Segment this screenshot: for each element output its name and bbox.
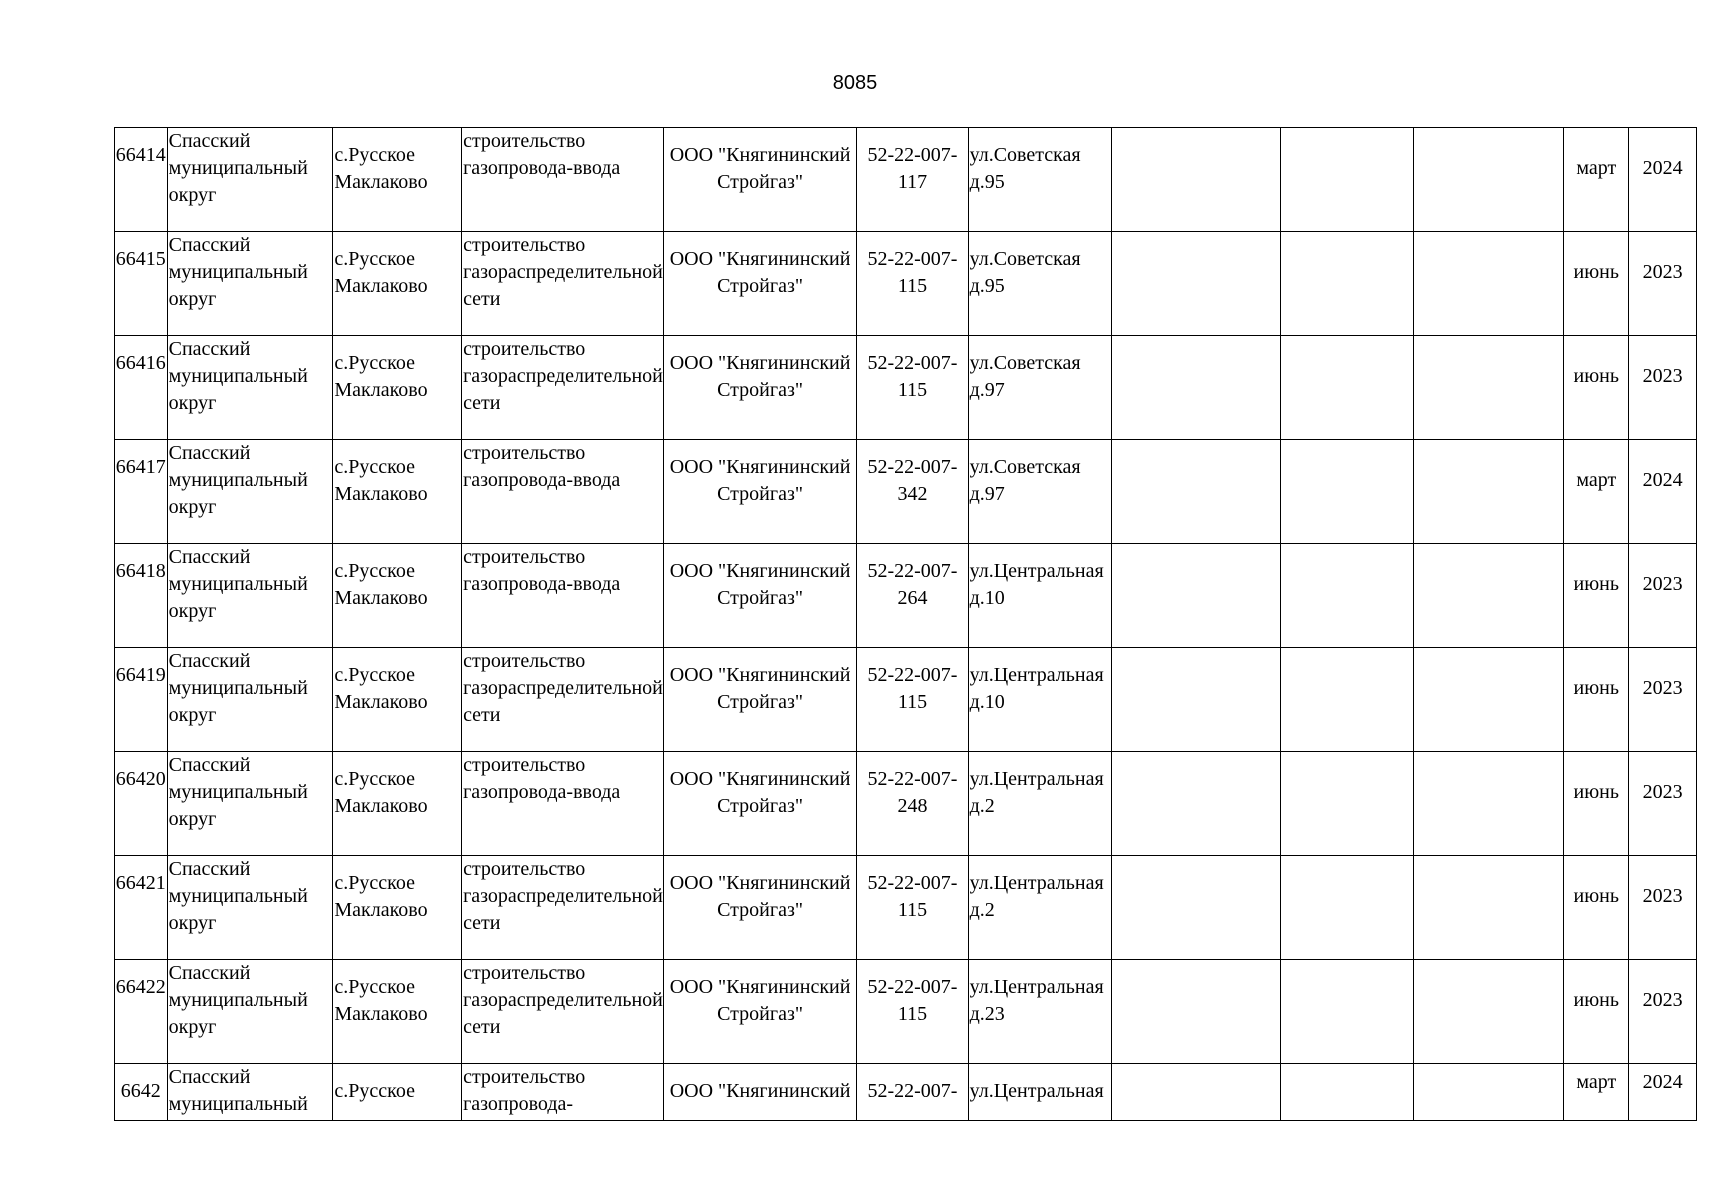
district-cell <box>167 1064 333 1121</box>
work-type-cell <box>462 544 664 648</box>
record-number-text: 66421 <box>115 872 166 894</box>
month-cell-text: июнь <box>1573 781 1619 803</box>
object-code-cell <box>857 752 968 856</box>
address-cell <box>968 128 1111 232</box>
table-row <box>115 232 1697 336</box>
district-cell <box>167 960 333 1064</box>
contractor-cell-text: ООО "Княгининский Стройгаз" <box>669 352 856 401</box>
address-cell-text: ул.Центральная д.10 <box>969 560 1109 609</box>
year-cell <box>1629 544 1697 648</box>
settlement-cell <box>333 752 462 856</box>
address-cell <box>968 232 1111 336</box>
address-cell <box>968 752 1111 856</box>
settlement-cell-text: с.Русское Маклаково <box>334 768 428 817</box>
empty-cell <box>1413 440 1564 544</box>
empty-cell <box>1413 544 1564 648</box>
empty-cell <box>1111 1064 1280 1121</box>
empty-cell <box>1280 648 1413 752</box>
empty-cell <box>1111 128 1280 232</box>
address-cell <box>968 1064 1111 1121</box>
district-cell-text: Спасский муниципальный округ <box>168 962 313 1038</box>
object-code-cell-text: 52-22-007-248 <box>867 768 958 817</box>
work-type-cell-text: строительство газораспределительной сети <box>463 338 668 414</box>
address-cell-text: ул.Центральная д.10 <box>969 664 1109 713</box>
address-cell-text: ул.Центральная <box>969 1080 1104 1102</box>
work-type-cell <box>462 128 664 232</box>
work-type-cell <box>462 960 668 1064</box>
empty-cell <box>1280 336 1413 440</box>
record-number-text: 66420 <box>115 768 166 790</box>
empty-cell <box>1413 856 1564 960</box>
empty-cell <box>1111 648 1280 752</box>
work-type-cell <box>462 752 664 856</box>
empty-cell <box>1280 544 1413 648</box>
empty-cell <box>1111 752 1280 856</box>
contractor-cell-text: ООО "Княгининский <box>669 1080 851 1102</box>
empty-cell <box>1413 1064 1564 1121</box>
settlement-cell-text: с.Русское Маклаково <box>334 664 428 713</box>
year-cell-text: 2023 <box>1642 365 1683 387</box>
object-code-cell-text: 52-22-007-342 <box>867 456 958 505</box>
record-number <box>115 128 168 232</box>
settlement-cell <box>333 856 462 960</box>
table-body <box>115 128 1697 1121</box>
district-cell <box>167 648 333 752</box>
work-type-cell <box>462 648 668 752</box>
record-number-text: 66414 <box>115 144 166 166</box>
settlement-cell-text: с.Русское Маклаково <box>334 352 428 401</box>
empty-cell <box>1413 752 1564 856</box>
object-code-cell-text: 52-22-007- <box>867 1080 958 1102</box>
settlement-cell <box>333 232 462 336</box>
empty-cell <box>1280 128 1413 232</box>
year-cell-text: 2023 <box>1642 677 1683 699</box>
address-cell-text: ул.Центральная д.2 <box>969 768 1109 817</box>
settlement-cell <box>333 440 462 544</box>
table-row <box>115 752 1697 856</box>
contractor-cell-text: ООО "Княгининский Стройгаз" <box>669 976 856 1025</box>
work-type-cell-text: строительство газораспределительной сети <box>463 234 668 310</box>
object-code-cell-text: 52-22-007-264 <box>867 560 958 609</box>
address-cell <box>968 440 1111 544</box>
table-row <box>115 1064 1697 1121</box>
contractor-cell-text: ООО "Княгининский Стройгаз" <box>669 664 856 713</box>
table-row <box>115 856 1697 960</box>
work-type-cell <box>462 336 668 440</box>
empty-cell <box>1280 752 1413 856</box>
work-type-cell-text: строительство газопровода-ввода <box>463 442 621 491</box>
record-number-text: 66419 <box>115 664 166 686</box>
year-cell <box>1629 648 1697 752</box>
record-number-text: 66422 <box>115 976 166 998</box>
contractor-cell <box>663 752 856 856</box>
table-row <box>115 336 1697 440</box>
year-cell-text: 2023 <box>1642 989 1683 1011</box>
empty-cell <box>1280 232 1413 336</box>
year-cell-text: 2024 <box>1642 1071 1683 1093</box>
record-number-text: 6642 <box>120 1080 161 1102</box>
record-number <box>115 1064 168 1121</box>
district-cell <box>167 752 333 856</box>
month-cell <box>1564 752 1629 856</box>
address-cell-text: ул.Советская д.95 <box>969 248 1086 297</box>
record-number <box>115 336 168 440</box>
district-cell-text: Спасский муниципальный округ <box>168 858 313 934</box>
district-cell <box>167 128 333 232</box>
settlement-cell <box>333 648 462 752</box>
address-cell-text: ул.Советская д.97 <box>969 456 1086 505</box>
work-type-cell <box>462 856 668 960</box>
record-number-text: 66418 <box>115 560 166 582</box>
record-number <box>115 856 168 960</box>
empty-cell <box>1111 960 1280 1064</box>
month-cell-text: март <box>1576 157 1617 179</box>
contractor-cell-text: ООО "Княгининский Стройгаз" <box>669 872 856 921</box>
table-row <box>115 648 1697 752</box>
work-type-cell <box>462 440 664 544</box>
month-cell-text: июнь <box>1573 885 1619 907</box>
work-type-cell-text: строительство газопровода- <box>463 1066 591 1115</box>
contractor-cell-text: ООО "Княгининский Стройгаз" <box>669 144 856 193</box>
address-cell <box>968 336 1111 440</box>
empty-cell <box>1280 1064 1413 1121</box>
year-cell <box>1629 856 1697 960</box>
contractor-cell <box>663 440 856 544</box>
empty-cell <box>1413 128 1564 232</box>
district-cell-text: Спасский муниципальный округ <box>168 130 313 206</box>
empty-cell <box>1413 648 1564 752</box>
year-cell <box>1629 128 1697 232</box>
month-cell <box>1564 960 1629 1064</box>
record-number-text: 66417 <box>115 456 166 478</box>
address-cell <box>968 648 1111 752</box>
year-cell <box>1629 960 1697 1064</box>
district-cell <box>167 336 333 440</box>
month-cell <box>1564 232 1629 336</box>
year-cell <box>1629 232 1697 336</box>
contractor-cell <box>663 856 856 960</box>
object-code-cell <box>857 856 968 960</box>
district-cell-text: Спасский муниципальный округ <box>168 650 313 726</box>
table-row <box>115 544 1697 648</box>
year-cell-text: 2023 <box>1642 261 1683 283</box>
month-cell-text: июнь <box>1573 365 1619 387</box>
object-code-cell <box>857 1064 968 1121</box>
year-cell-text: 2023 <box>1642 573 1683 595</box>
district-cell-text: Спасский муниципальный округ <box>168 338 313 414</box>
empty-cell <box>1111 232 1280 336</box>
contractor-cell <box>663 1064 856 1121</box>
district-cell <box>167 232 333 336</box>
object-code-cell-text: 52-22-007-117 <box>867 144 958 193</box>
empty-cell <box>1111 856 1280 960</box>
contractor-cell-text: ООО "Княгининский Стройгаз" <box>669 768 856 817</box>
month-cell <box>1564 856 1629 960</box>
contractor-cell <box>663 336 856 440</box>
contractor-cell-text: ООО "Княгининский Стройгаз" <box>669 560 856 609</box>
table-row <box>115 440 1697 544</box>
object-code-cell-text: 52-22-007-115 <box>867 352 958 401</box>
contractor-cell <box>663 960 856 1064</box>
address-cell <box>968 856 1111 960</box>
year-cell <box>1629 1064 1697 1121</box>
object-code-cell <box>857 232 968 336</box>
address-cell <box>968 544 1111 648</box>
empty-cell <box>1280 856 1413 960</box>
work-type-cell-text: строительство газопровода-ввода <box>463 754 621 803</box>
settlement-cell <box>333 1064 462 1121</box>
district-cell-text: Спасский муниципальный <box>168 1066 308 1115</box>
district-cell-text: Спасский муниципальный округ <box>168 234 313 310</box>
table-row <box>115 128 1697 232</box>
address-cell <box>968 960 1111 1064</box>
address-cell-text: ул.Советская д.95 <box>969 144 1086 193</box>
object-code-cell <box>857 440 968 544</box>
settlement-cell <box>333 128 462 232</box>
object-code-cell-text: 52-22-007-115 <box>867 976 958 1025</box>
object-code-cell <box>857 128 968 232</box>
contractor-cell <box>663 648 856 752</box>
work-type-cell-text: строительство газораспределительной сети <box>463 650 668 726</box>
year-cell <box>1629 336 1697 440</box>
settlement-cell-text: с.Русское Маклаково <box>334 144 428 193</box>
month-cell <box>1564 336 1629 440</box>
month-cell-text: июнь <box>1573 573 1619 595</box>
work-type-cell <box>462 1064 664 1121</box>
contractor-cell <box>663 128 856 232</box>
record-number <box>115 752 168 856</box>
district-cell <box>167 440 333 544</box>
object-code-cell <box>857 544 968 648</box>
address-cell-text: ул.Центральная д.2 <box>969 872 1109 921</box>
empty-cell <box>1111 336 1280 440</box>
empty-cell <box>1280 440 1413 544</box>
contractor-cell <box>663 544 856 648</box>
year-cell-text: 2024 <box>1642 469 1683 491</box>
object-code-cell <box>857 336 968 440</box>
address-cell-text: ул.Советская д.97 <box>969 352 1086 401</box>
empty-cell <box>1111 440 1280 544</box>
month-cell <box>1564 440 1629 544</box>
address-cell-text: ул.Центральная д.23 <box>969 976 1109 1025</box>
page-number: 8085 <box>832 72 878 94</box>
month-cell <box>1564 1064 1629 1121</box>
empty-cell <box>1413 960 1564 1064</box>
object-code-cell-text: 52-22-007-115 <box>867 248 958 297</box>
registry-table <box>114 127 1697 1121</box>
settlement-cell-text: с.Русское Маклаково <box>334 872 428 921</box>
settlement-cell-text: с.Русское Маклаково <box>334 248 428 297</box>
record-number-text: 66416 <box>115 352 166 374</box>
record-number <box>115 648 168 752</box>
month-cell <box>1564 544 1629 648</box>
settlement-cell-text: с.Русское <box>334 1080 415 1102</box>
year-cell-text: 2024 <box>1642 157 1683 179</box>
month-cell-text: март <box>1576 1071 1617 1093</box>
object-code-cell-text: 52-22-007-115 <box>867 872 958 921</box>
month-cell <box>1564 648 1629 752</box>
empty-cell <box>1111 544 1280 648</box>
table-row <box>115 960 1697 1064</box>
year-cell <box>1629 752 1697 856</box>
object-code-cell-text: 52-22-007-115 <box>867 664 958 713</box>
settlement-cell <box>333 544 462 648</box>
year-cell <box>1629 440 1697 544</box>
contractor-cell-text: ООО "Княгининский Стройгаз" <box>669 248 856 297</box>
settlement-cell <box>333 336 462 440</box>
settlement-cell <box>333 960 462 1064</box>
record-number <box>115 960 168 1064</box>
object-code-cell <box>857 960 968 1064</box>
district-cell-text: Спасский муниципальный округ <box>168 442 313 518</box>
record-number-text: 66415 <box>115 248 166 270</box>
record-number <box>115 544 168 648</box>
object-code-cell <box>857 648 968 752</box>
district-cell <box>167 544 333 648</box>
work-type-cell-text: строительство газораспределительной сети <box>463 858 668 934</box>
year-cell-text: 2023 <box>1642 885 1683 907</box>
district-cell-text: Спасский муниципальный округ <box>168 754 313 830</box>
month-cell <box>1564 128 1629 232</box>
work-type-cell-text: строительство газораспределительной сети <box>463 962 668 1038</box>
record-number <box>115 440 168 544</box>
district-cell <box>167 856 333 960</box>
contractor-cell-text: ООО "Княгининский Стройгаз" <box>669 456 856 505</box>
month-cell-text: июнь <box>1573 677 1619 699</box>
month-cell-text: июнь <box>1573 261 1619 283</box>
empty-cell <box>1280 960 1413 1064</box>
settlement-cell-text: с.Русское Маклаково <box>334 976 428 1025</box>
empty-cell <box>1413 232 1564 336</box>
district-cell-text: Спасский муниципальный округ <box>168 546 313 622</box>
empty-cell <box>1413 336 1564 440</box>
month-cell-text: июнь <box>1573 989 1619 1011</box>
contractor-cell <box>663 232 856 336</box>
work-type-cell-text: строительство газопровода-ввода <box>463 130 621 179</box>
settlement-cell-text: с.Русское Маклаково <box>334 560 428 609</box>
month-cell-text: март <box>1576 469 1617 491</box>
work-type-cell-text: строительство газопровода-ввода <box>463 546 621 595</box>
record-number <box>115 232 168 336</box>
work-type-cell <box>462 232 668 336</box>
settlement-cell-text: с.Русское Маклаково <box>334 456 428 505</box>
year-cell-text: 2023 <box>1642 781 1683 803</box>
